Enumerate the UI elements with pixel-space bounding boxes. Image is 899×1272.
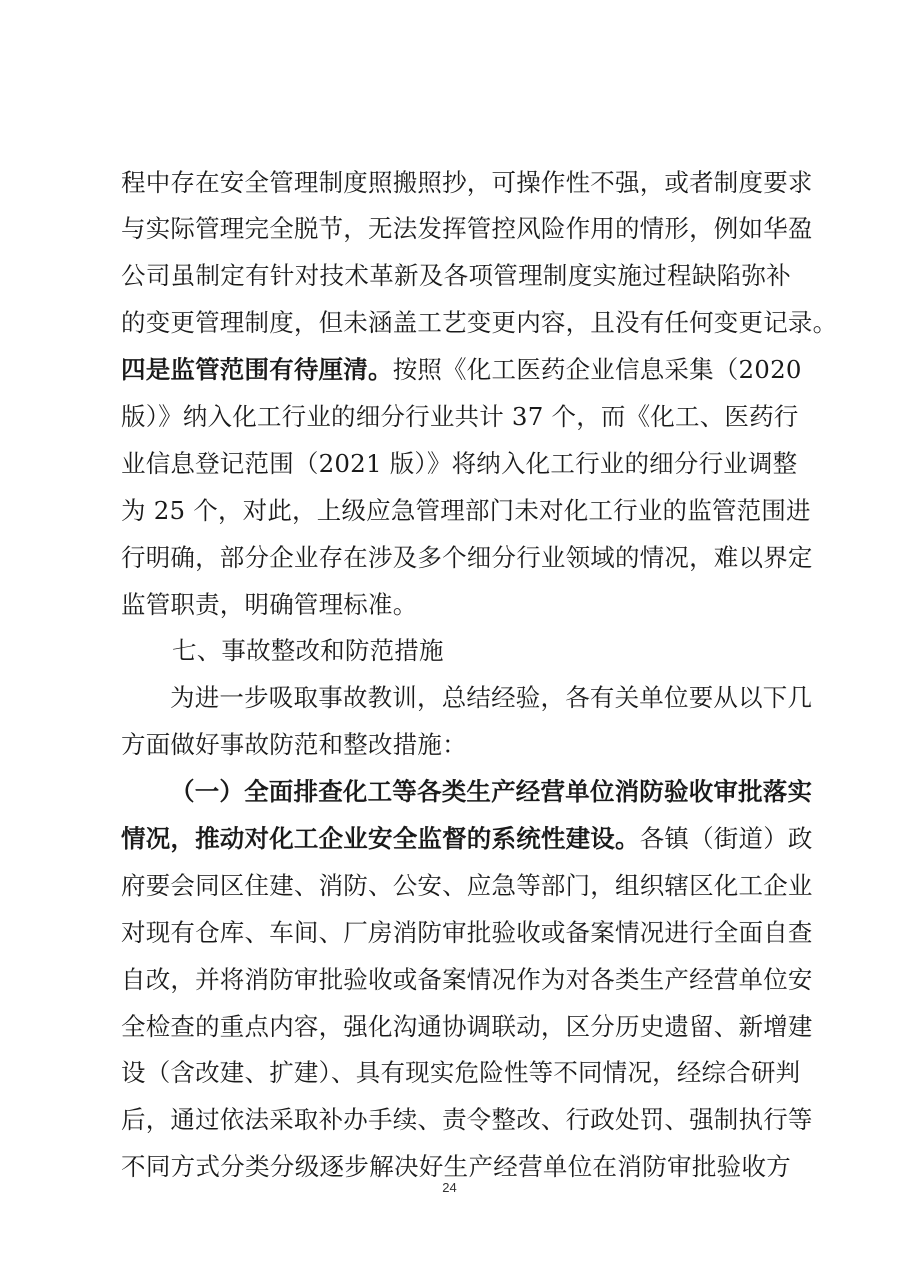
body-text-line: 与实际管理完全脱节，无法发挥管控风险作用的情形，例如华盈: [121, 214, 813, 243]
page-number: 24: [442, 1180, 457, 1195]
body-text-line: 为进一步吸取事故教训，总结经验，各有关单位要从以下几: [170, 683, 813, 712]
body-text-line: 监管职责，明确管理标准。: [121, 590, 418, 619]
body-text-line: 的变更管理制度，但未涵盖工艺变更内容，且没有任何变更记录。: [121, 308, 838, 337]
section-heading: 七、事故整改和防范措施: [172, 636, 444, 665]
body-text-line: 行明确，部分企业存在涉及多个细分行业领域的情况，难以界定: [121, 543, 813, 572]
measure-heading-bold: 情况，推动对化工企业安全监督的系统性建设。: [121, 824, 640, 853]
bold-lead: 四是监管范围有待厘清。: [121, 355, 393, 384]
paragraph-lead-line: [121, 351, 802, 389]
body-text-line: 设（含改建、扩建）、具有现实危险性等不同情况，经综合研判: [121, 1058, 801, 1087]
body-text-line: 府要会同区住建、消防、公安、应急等部门，组织辖区化工企业: [121, 871, 813, 900]
body-text-line: 为 25 个，对此，上级应急管理部门未对化工行业的监管范围进: [121, 496, 811, 525]
body-text-line: 版）》纳入化工行业的细分行业共计 37 个，而《化工、医药行: [121, 402, 799, 431]
body-text-line: 方面做好事故防范和整改措施：: [121, 730, 467, 759]
measure-heading-line: [121, 820, 813, 858]
body-text-line: 程中存在安全管理制度照搬照抄，可操作性不强，或者制度要求: [121, 168, 813, 197]
measure-text: 各镇（街道）政: [639, 824, 813, 853]
body-text-line: 不同方式分类分级逐步解决好生产经营单位在消防审批验收方: [121, 1152, 791, 1181]
body-text-line: 后，通过依法采取补办手续、责令整改、行政处罚、强制执行等: [121, 1105, 813, 1134]
body-text-line: 全检查的重点内容，强化沟通协调联动，区分历史遗留、新增建: [121, 1012, 813, 1041]
body-text-line: 自改，并将消防审批验收或备案情况作为对各类生产经营单位安: [121, 965, 813, 994]
body-text-line: 对现有仓库、车间、厂房消防审批验收或备案情况进行全面自查: [121, 918, 813, 947]
body-text-line: 公司虽制定有针对技术革新及各项管理制度实施过程缺陷弥补: [121, 261, 791, 290]
lead-rest: 按照《化工医药企业信息采集（2020: [392, 355, 802, 384]
measure-heading-line: （一）全面排查化工等各类生产经营单位消防验收审批落实: [170, 777, 813, 806]
body-text-line: 业信息登记范围（2021 版）》将纳入化工行业的细分行业调整: [121, 449, 798, 478]
